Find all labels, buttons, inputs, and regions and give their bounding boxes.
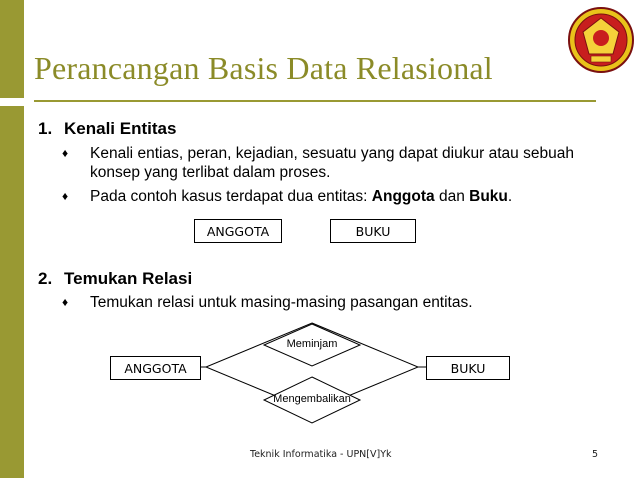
section-title: Temukan Relasi <box>64 269 193 288</box>
diamond-bullet-icon: ♦ <box>62 295 69 309</box>
diamond-bullet-icon: ♦ <box>62 146 69 160</box>
entity-box-buku: BUKU <box>330 219 416 243</box>
bullet-text: Temukan relasi untuk masing-masing pasangan entitas. <box>90 294 473 311</box>
bullet-text: Kenali entias, peran, kejadian, sesuatu yang dapat diukur atau sebuah konsep yang terlibat dalam proses. <box>90 145 574 181</box>
section-number: 1. <box>38 119 53 138</box>
entity-box-anggota: ANGGOTA <box>194 219 282 243</box>
relation-label-meminjam: Meminjam <box>286 338 338 350</box>
bullet-text-suffix: . <box>507 188 513 205</box>
section-number: 2. <box>38 269 53 288</box>
page-number: 5 <box>592 449 599 460</box>
relation-label-mengembalikan: Mengembalikan <box>273 393 351 405</box>
footer-text: Teknik Informatika - UPN[V]Yk <box>250 449 392 460</box>
bullet-text-prefix: Pada contoh kasus terdapat dua entitas: <box>90 188 372 205</box>
er-entity-buku: BUKU <box>426 356 510 380</box>
slide-title: Perancangan Basis Data Relasional <box>34 50 493 86</box>
bullet-text-and: dan <box>434 188 470 205</box>
er-entity-anggota: ANGGOTA <box>110 356 201 380</box>
entity-name-buku: Buku <box>469 188 508 205</box>
diamond-bullet-icon: ♦ <box>62 189 69 203</box>
entity-name-anggota: Anggota <box>371 188 435 205</box>
section-title: Kenali Entitas <box>64 119 177 138</box>
